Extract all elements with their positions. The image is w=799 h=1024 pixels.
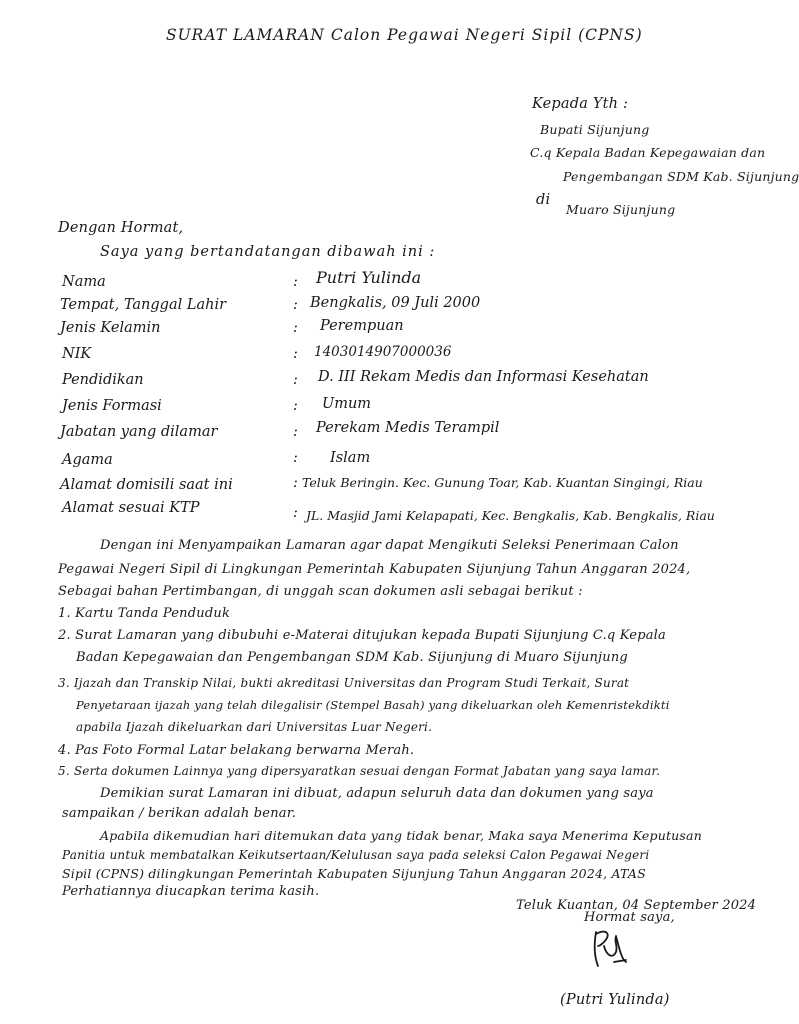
paragraph-line: Perhatiannya diucapkan terima kasih. — [62, 884, 320, 899]
field-value: Bengkalis, 09 Juli 2000 — [310, 295, 481, 311]
paragraph-line: Panitia untuk membatalkan Keikutsertaan/Kelulusan saya pada seleksi Calon Pegawai Negeri — [62, 848, 650, 862]
field-colon: : — [293, 450, 298, 466]
field-value: 1403014907000036 — [314, 344, 452, 360]
field-colon: : — [293, 475, 298, 491]
field-label: Alamat domisili saat ini — [60, 477, 233, 493]
paragraph-line: Pegawai Negeri Sipil di Lingkungan Pemerintah Kabupaten Sijunjung Tahun Anggaran 2024, — [58, 562, 691, 577]
paragraph-line: Sipil (CPNS) dilingkungan Pemerintah Kabupaten Sijunjung Tahun Anggaran 2024, ATAS — [62, 866, 646, 881]
list-item: 5. Serta dokumen Lainnya yang dipersyaratkan sesuai dengan Format Jabatan yang saya lamar. — [58, 764, 661, 778]
list-item: Badan Kepegawaian dan Pengembangan SDM Kab. Sijunjung di Muaro Sijunjung — [76, 650, 628, 665]
field-colon: : — [293, 346, 298, 362]
handwritten-signature — [586, 922, 634, 974]
field-label: Agama — [62, 452, 113, 468]
field-colon: : — [293, 320, 298, 336]
greeting: Dengan Hormat, — [58, 220, 184, 236]
addressee-line: Muaro Sijunjung — [566, 202, 676, 217]
field-value: Putri Yulinda — [316, 268, 422, 287]
field-label: NIK — [62, 346, 92, 362]
field-value: Umum — [322, 396, 372, 412]
field-label: Jenis Formasi — [62, 398, 162, 414]
field-label: Jenis Kelamin — [60, 320, 161, 336]
field-value: Islam — [330, 450, 371, 466]
field-value: Perekam Medis Terampil — [316, 420, 500, 436]
list-item: Penyetaraan ijazah yang telah dilegalisir (Stempel Basah) yang dikeluarkan oleh Kemenristekdikti — [76, 698, 670, 712]
addressee-line: Kepada Yth : — [532, 96, 629, 112]
addressee-di: di — [536, 192, 551, 208]
field-value: JL. Masjid Jami Kelapapati, Kec. Bengkalis, Kab. Bengkalis, Riau — [306, 508, 715, 523]
field-label: Nama — [62, 274, 106, 290]
place-date: Teluk Kuantan, 04 September 2024 — [516, 898, 757, 913]
paragraph-line: Apabila dikemudian hari ditemukan data yang tidak benar, Maka saya Menerima Keputusan — [100, 828, 702, 843]
field-colon: : — [293, 297, 298, 313]
list-item: 3. Ijazah dan Transkip Nilai, bukti akreditasi Universitas dan Program Studi Terkait, Surat — [58, 676, 630, 690]
paragraph-line: Dengan ini Menyampaikan Lamaran agar dapat Mengikuti Seleksi Penerimaan Calon — [100, 538, 679, 553]
list-item: apabila Ijazah dikeluarkan dari Universitas Luar Negeri. — [76, 720, 433, 734]
field-colon: : — [293, 505, 298, 521]
field-colon: : — [293, 372, 298, 388]
addressee-line: C.q Kepala Badan Kepegawaian dan — [530, 145, 766, 160]
paragraph-line: sampaikan / berikan adalah benar. — [62, 806, 297, 821]
field-colon: : — [293, 398, 298, 414]
letter-title: SURAT LAMARAN Calon Pegawai Negeri Sipil (CPNS) — [166, 26, 643, 44]
closing-regards: Hormat saya, — [584, 910, 675, 925]
field-colon: : — [293, 274, 298, 290]
field-label: Alamat sesuai KTP — [62, 500, 200, 516]
field-value: D. III Rekam Medis dan Informasi Kesehatan — [318, 369, 649, 385]
addressee-line: Bupati Sijunjung — [540, 122, 650, 137]
addressee-line: Pengembangan SDM Kab. Sijunjung — [563, 169, 799, 184]
list-item: 4. Pas Foto Formal Latar belakang berwarna Merah. — [58, 743, 415, 758]
field-label: Tempat, Tanggal Lahir — [60, 297, 227, 313]
signatory-name: (Putri Yulinda) — [560, 992, 670, 1008]
list-item: 1. Kartu Tanda Penduduk — [58, 606, 231, 621]
field-label: Jabatan yang dilamar — [60, 424, 218, 440]
list-item: 2. Surat Lamaran yang dibubuhi e-Materai ditujukan kepada Bupati Sijunjung C.q Kepala — [58, 628, 666, 643]
field-value: Teluk Beringin. Kec. Gunung Toar, Kab. Kuantan Singingi, Riau — [302, 475, 703, 490]
field-value: Perempuan — [320, 318, 404, 334]
paragraph-line: Demikian surat Lamaran ini dibuat, adapun seluruh data dan dokumen yang saya — [100, 786, 654, 801]
paragraph-line: Sebagai bahan Pertimbangan, di unggah scan dokumen asli sebagai berikut : — [58, 584, 583, 599]
field-label: Pendidikan — [62, 372, 144, 388]
intro-line: Saya yang bertandatangan dibawah ini : — [100, 244, 436, 260]
field-colon: : — [293, 424, 298, 440]
